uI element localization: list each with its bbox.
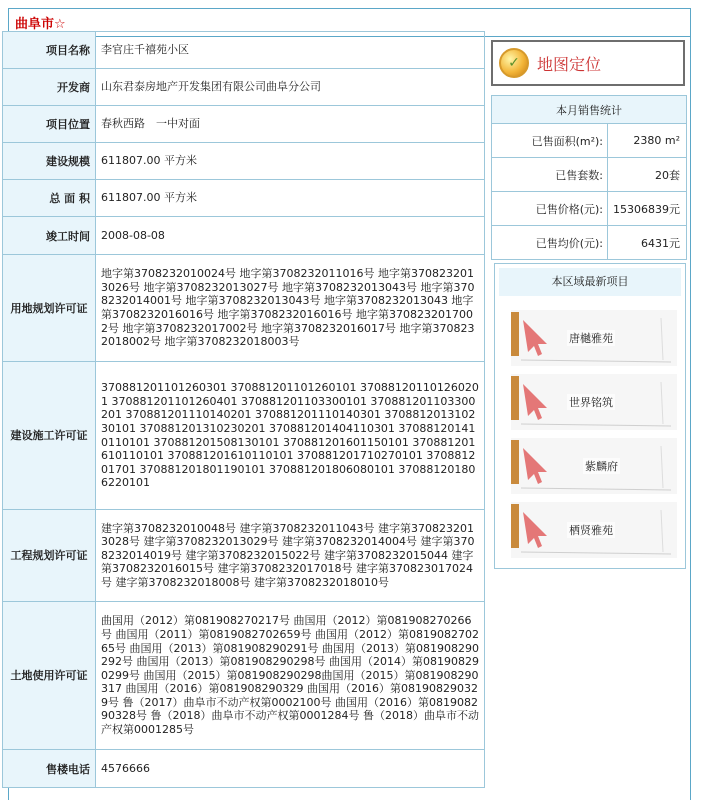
new-project-item[interactable] [511, 502, 677, 558]
sold-units-value: 20套 [608, 158, 687, 192]
new-project-name: 栖贤雅苑 [569, 524, 613, 537]
sold-area-value: 2380 m² [608, 124, 687, 158]
label-land-planning-permit: 用地规划许可证 [3, 255, 96, 362]
monthly-sales-stats [491, 95, 687, 260]
value-total-area: 611807.00 平方米 [96, 180, 485, 217]
row-land-planning-permit [3, 255, 485, 362]
sold-units-label: 已售套数: [492, 158, 608, 192]
new-project-item[interactable] [511, 310, 677, 366]
label-scale: 建设规模 [3, 143, 96, 180]
row-land-use-permit [3, 602, 485, 750]
avg-price-value: 6431元 [608, 226, 687, 260]
label-project-name: 项目名称 [3, 32, 96, 69]
row-project-name [3, 32, 485, 69]
row-completion [3, 217, 485, 255]
map-location-label: 地图定位 [537, 54, 602, 74]
value-project-name: 李官庄千禧苑小区 [96, 32, 485, 69]
value-phone: 4576666 [96, 750, 485, 788]
row-location [3, 106, 485, 143]
value-land-planning-permit: 地字第3708232010024号 地字第3708232011016号 地字第3708232013026号 地字第3708232013027号 地字第3708232013043号 地字第3708232014001号 地字第3708232013043号 地字第3708232013043 地字第3708232016016号 地字第3708232016016号 地字第3708232017002号 地字第3708232017002号 地字第3708232016017号 地字第3708232018002号 地字第3708232018003号 [96, 255, 485, 362]
new-project-name: 世界铭筑 [569, 396, 613, 409]
label-phone: 售楼电话 [3, 750, 96, 788]
page-title: 曲阜市☆ [15, 17, 66, 32]
value-engineering-permit: 建字第3708232010048号 建字第3708232011043号 建字第3708232013028号 建字第3708232013029号 建字第3708232014004号 建字第3708232014019号 建字第3708232015022号 建字第3708232015044 建字第3708232016015号 建字第3708232017018号 建字第370823017024号 建字第3708232018008号 建字第3708232018010号 [96, 510, 485, 602]
label-engineering-permit: 工程规划许可证 [3, 510, 96, 602]
map-location-button[interactable] [491, 40, 685, 86]
label-total-area: 总 面 积 [3, 180, 96, 217]
sold-price-label: 已售价格(元): [492, 192, 608, 226]
globe-icon: ✓ [499, 48, 529, 78]
avg-price-label: 已售均价(元): [492, 226, 608, 260]
row-construction-permit [3, 362, 485, 510]
label-location: 项目位置 [3, 106, 96, 143]
label-completion: 竣工时间 [3, 217, 96, 255]
row-total-area [3, 180, 485, 217]
value-completion: 2008-08-08 [96, 217, 485, 255]
project-info-table [2, 31, 485, 788]
new-project-name: 唐樾雅苑 [569, 332, 613, 345]
value-developer: 山东君泰房地产开发集团有限公司曲阜分公司 [96, 69, 485, 106]
label-land-use-permit: 土地使用许可证 [3, 602, 96, 750]
value-location: 春秋西路 一中对面 [96, 106, 485, 143]
row-scale [3, 143, 485, 180]
label-construction-permit: 建设施工许可证 [3, 362, 96, 510]
value-scale: 611807.00 平方米 [96, 143, 485, 180]
sold-price-value: 15306839元 [608, 192, 687, 226]
row-phone [3, 750, 485, 788]
value-land-use-permit: 曲国用（2012）第081908270217号 曲国用（2012）第081908270266号 曲国用（2011）第0819082702659号 曲国用（2012）第081908270265号 曲国用（2013）第081908290291号 曲国用（2013）第081908290292号 曲国用（2013）第081908290298号 曲国用（2014）第081908290299号 曲国用（2015）第081908290298曲国用（2015）第081908290317 曲国用（2016）第081908290329 曲国用（2016）第081908290329号 鲁（2017）曲阜市不动产权第0002100号 曲国用（2016）第081908290328号 鲁（2018）曲阜市不动产权第0001284号 鲁（2018）曲阜市不动产权第0001285号 [96, 602, 485, 750]
new-project-item[interactable] [511, 438, 677, 494]
new-project-name: 紫麟府 [585, 460, 618, 473]
row-developer [3, 69, 485, 106]
new-projects-panel [494, 263, 686, 569]
stats-title: 本月销售统计 [492, 96, 687, 124]
new-project-item[interactable] [511, 374, 677, 430]
label-developer: 开发商 [3, 69, 96, 106]
new-projects-title: 本区域最新项目 [499, 268, 681, 296]
row-engineering-permit [3, 510, 485, 602]
sold-area-label: 已售面积(m²): [492, 124, 608, 158]
value-construction-permit: 370881201101260301 370881201101260101 370881201101260201 370881201101260401 370881201103300101 370881201103300201 370881201110140201 370881201110140301 370881201310230101 370881201310230201 370881201404110301 370881201410110101 370881201508130101 370881201601150101 370881201610110101 370881201610110101 370881201710270101 370881201701 370881201801190101 370881201806080101 370881201806220101 [96, 362, 485, 510]
